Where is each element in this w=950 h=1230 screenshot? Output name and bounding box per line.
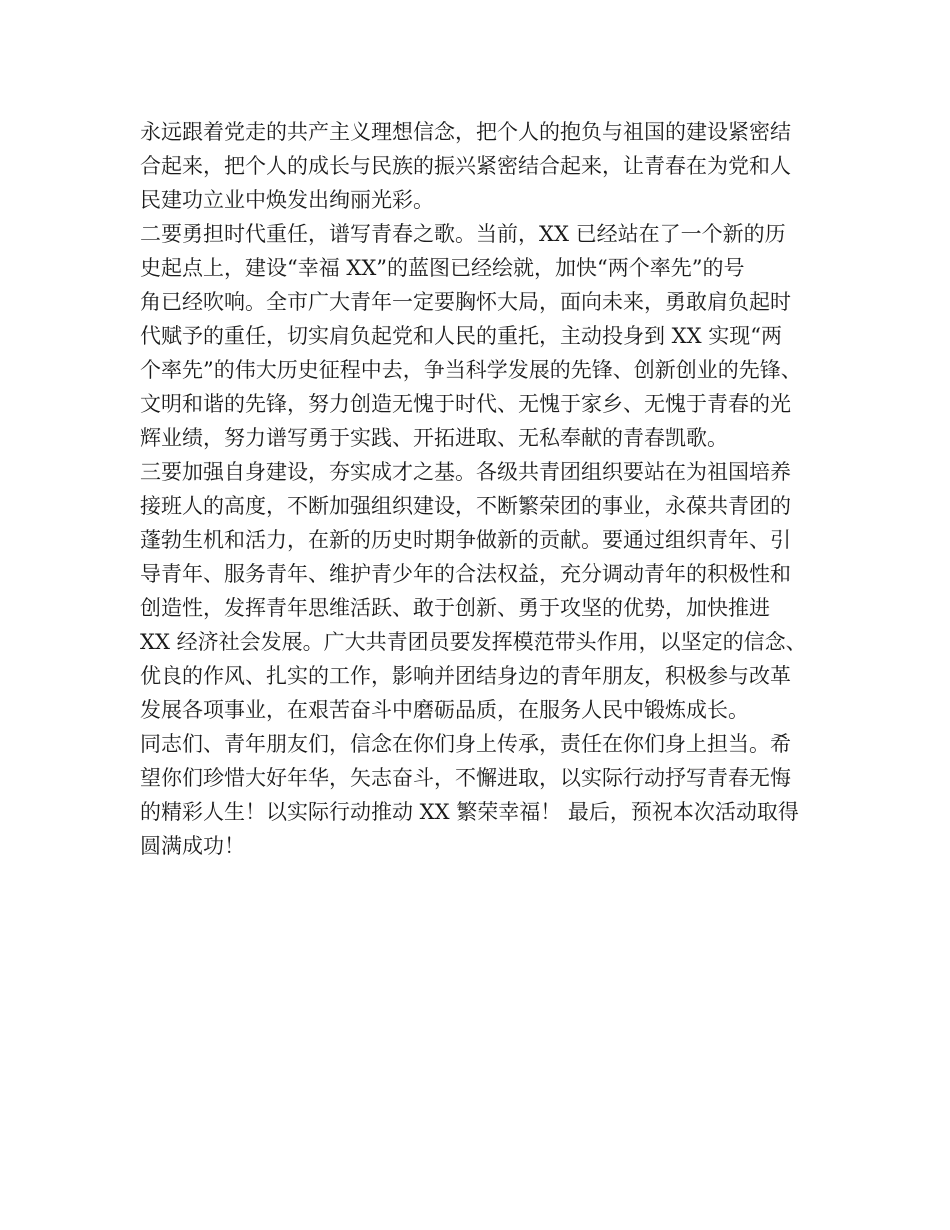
text-line: 二要勇担时代重任，谱写青春之歌。当前，XX 已经站在了一个新的历	[140, 222, 786, 246]
text-line: 辉业绩，努力谱写勇于实践、开拓进取、无私奉献的青春凯歌。	[140, 426, 728, 450]
text-line: 三要加强自身建设，夯实成才之基。各级共青团组织要站在为祖国培养	[140, 460, 791, 484]
text-line: 优良的作风、扎实的工作，影响并团结身边的青年朋友，积极参与改革	[140, 664, 791, 688]
text-line: 合起来，把个人的成长与民族的振兴紧密结合起来，让青春在为党和人	[140, 154, 791, 178]
text-line: 蓬勃生机和活力，在新的历史时期争做新的贡献。要通过组织青年、引	[140, 528, 791, 552]
text-line: 的精彩人生！以实际行动推动 XX 繁荣幸福！ 最后，预祝本次活动取得	[140, 800, 799, 824]
text-line: 发展各项事业，在艰苦奋斗中磨砺品质，在服务人民中锻炼成长。	[140, 698, 749, 722]
text-line: 文明和谐的先锋，努力创造无愧于时代、无愧于家乡、无愧于青春的光	[140, 392, 791, 416]
text-line: 代赋予的重任，切实肩负起党和人民的重托，主动投身到 XX 实现“两	[140, 324, 782, 348]
body-text	[140, 115, 820, 863]
text-line: 望你们珍惜大好年华，矢志奋斗，不懈进取，以实际行动抒写青春无悔	[140, 766, 791, 790]
text-line: 接班人的高度，不断加强组织建设，不断繁荣团的事业，永葆共青团的	[140, 494, 791, 518]
text-line: XX 经济社会发展。广大共青团员要发挥模范带头作用，以坚定的信念、	[140, 630, 807, 654]
text-line: 创造性，发挥青年思维活跃、敢于创新、勇于攻坚的优势，加快推进	[140, 596, 770, 620]
text-line: 导青年、服务青年、维护青少年的合法权益，充分调动青年的积极性和	[140, 562, 791, 586]
text-line: 永远跟着党走的共产主义理想信念，把个人的抱负与祖国的建设紧密结	[140, 120, 791, 144]
text-line: 同志们、青年朋友们，信念在你们身上传承，责任在你们身上担当。希	[140, 732, 791, 756]
text-line: 圆满成功！	[140, 834, 245, 858]
text-line: 史起点上，建设“幸福 XX”的蓝图已经绘就，加快“两个率先”的号	[140, 256, 745, 280]
text-line: 角已经吹响。全市广大青年一定要胸怀大局，面向未来，勇敢肩负起时	[140, 290, 791, 314]
text-line: 民建功立业中焕发出绚丽光彩。	[140, 188, 434, 212]
text-line: 个率先”的伟大历史征程中去，争当科学发展的先锋、创新创业的先锋、	[140, 358, 802, 382]
